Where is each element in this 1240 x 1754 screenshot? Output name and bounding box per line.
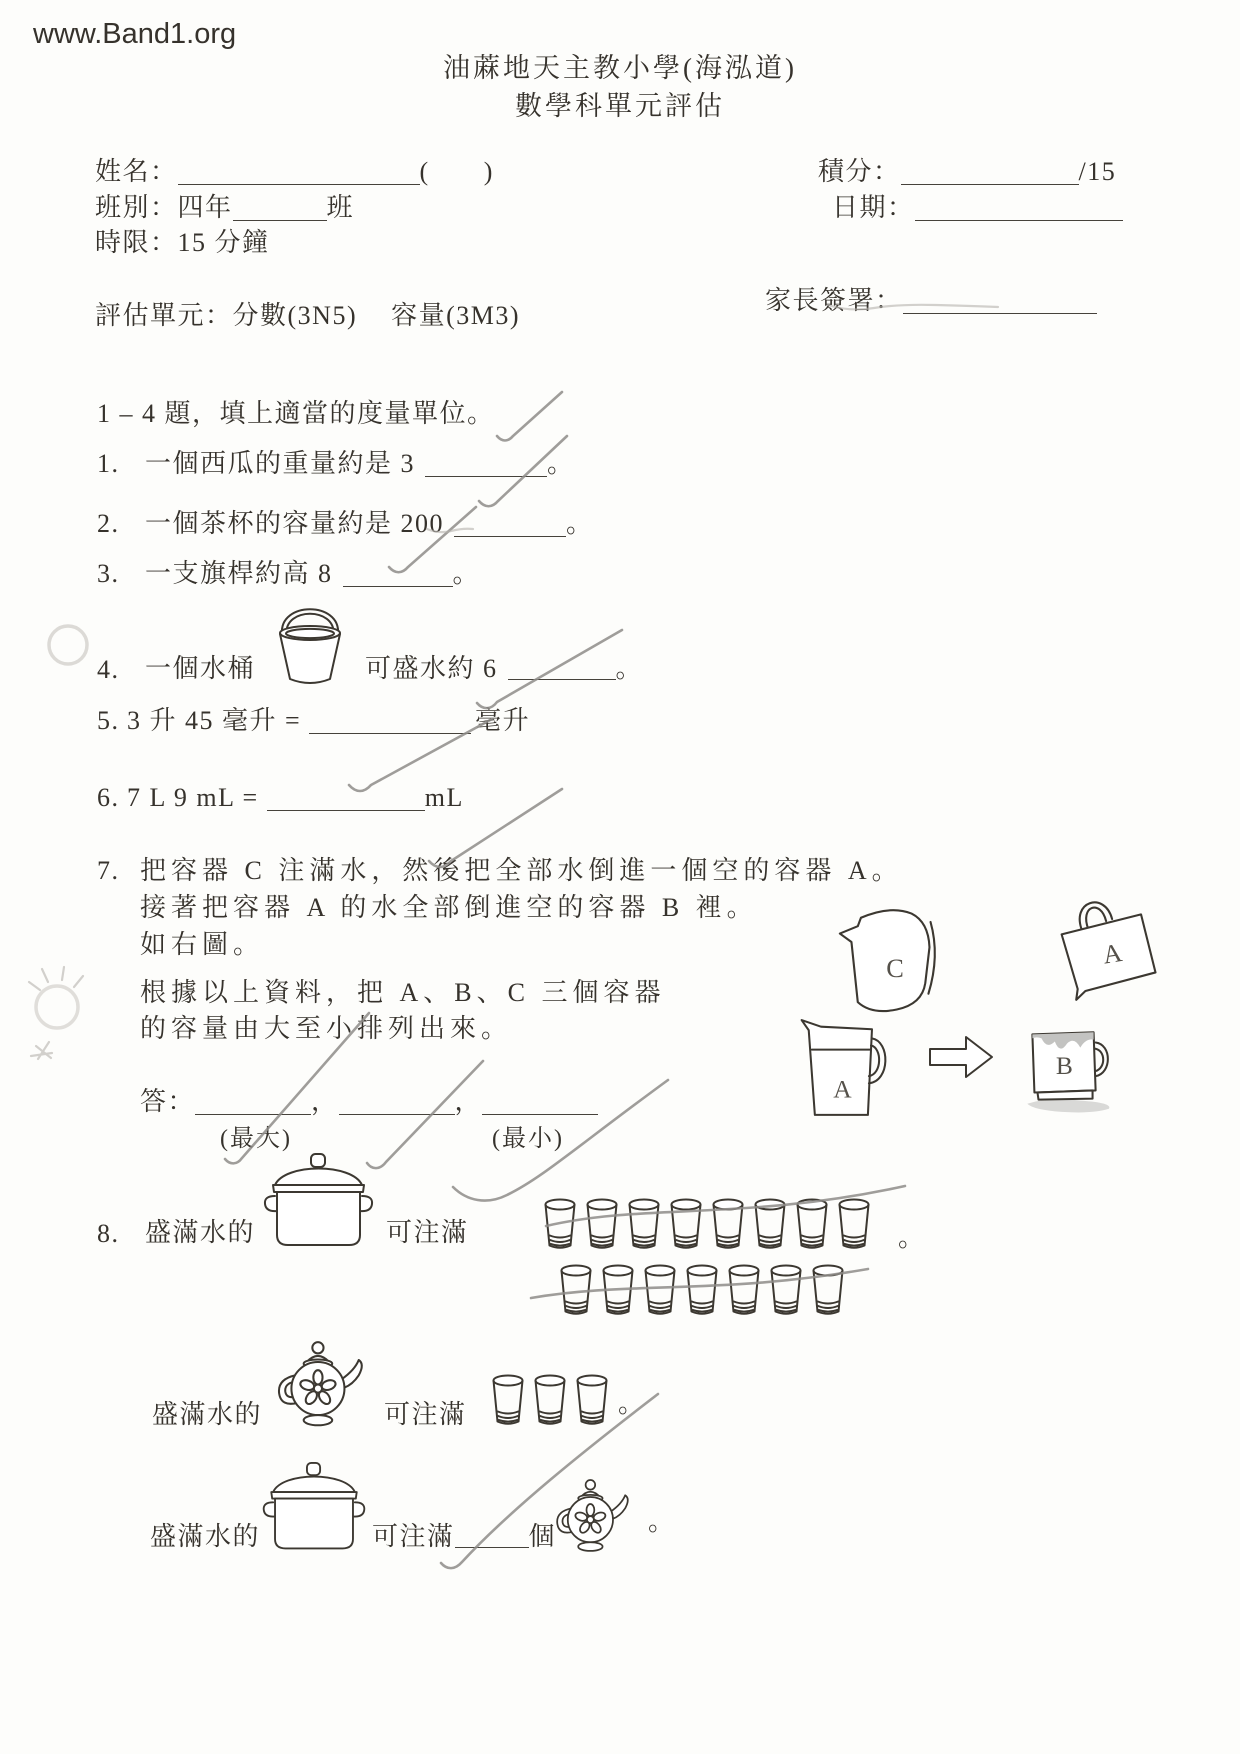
- cup-icon: [640, 1262, 680, 1318]
- pot-icon: [261, 1152, 376, 1252]
- q7-line1: 把容器 C 注滿水，然後把全部水倒進一個空的容器 A。: [140, 856, 903, 885]
- q7-line2: 接著把容器 A 的水全部倒進空的容器 B 裡。: [140, 893, 758, 922]
- q6-text: 7 L 9 mL =: [127, 783, 259, 812]
- question-8-part2: [152, 1334, 467, 1434]
- question-8-part3: [150, 1456, 556, 1556]
- q8-period-1: 。: [898, 1223, 926, 1252]
- score-row: [818, 156, 1116, 189]
- q8-can-fill-1: 可注滿: [386, 1218, 469, 1247]
- name-blank[interactable]: [178, 158, 420, 185]
- arrow-right-icon: [928, 1032, 994, 1082]
- container-c-label: C: [886, 953, 904, 983]
- cup-icon: [488, 1372, 528, 1428]
- q7-comma-2: ，: [454, 1087, 483, 1116]
- q7-smallest-label: (最小): [492, 1126, 564, 1152]
- q5-text: 3 升 45 毫升 =: [127, 706, 302, 735]
- cup-icon: [666, 1196, 706, 1252]
- q7-line5: 的容量由大至小排列出來。: [140, 1014, 513, 1043]
- cup-icon: [540, 1196, 580, 1252]
- question-1: [97, 448, 575, 481]
- unit-2: 容量(3M3): [391, 301, 521, 330]
- cup-icon: [792, 1196, 832, 1252]
- container-a-label: A: [1100, 937, 1124, 970]
- time-value: 15 分鐘: [177, 228, 270, 257]
- q4-period: 。: [615, 654, 644, 683]
- parent-signature-row: [765, 285, 1097, 318]
- q7-number-row: [97, 855, 120, 888]
- parent-sign-blank[interactable]: [903, 287, 1097, 314]
- cup-icon: [572, 1372, 612, 1428]
- cup-icon: [624, 1196, 664, 1252]
- q8-can-fill-3: 可注滿: [372, 1522, 455, 1551]
- q3-number: 3.: [97, 559, 120, 588]
- cup-row-1: [540, 1196, 874, 1252]
- q1-answer-blank[interactable]: [425, 450, 547, 477]
- cup-icon: [582, 1196, 622, 1252]
- mug-b-label: B: [1055, 1051, 1073, 1081]
- cup-icon: [834, 1196, 874, 1252]
- q6-unit: mL: [424, 783, 464, 812]
- q7-line3: 如右圖。: [140, 930, 265, 959]
- q6-answer-blank[interactable]: [267, 784, 425, 811]
- class-suffix: 班: [326, 193, 355, 222]
- cup-icon: [598, 1262, 638, 1318]
- date-row: [832, 192, 1123, 225]
- q7-answer-blank-1[interactable]: [195, 1088, 311, 1115]
- q2-text: 一個茶杯的容量約是 200: [145, 509, 445, 538]
- q1-number: 1.: [97, 449, 120, 478]
- q3-period: 。: [452, 559, 481, 588]
- q4-pre-text: 一個水桶: [145, 654, 256, 683]
- q2-number: 2.: [97, 509, 120, 538]
- mug-b-overflowing: [1013, 1022, 1115, 1114]
- paren-open: (: [419, 157, 430, 186]
- name-row: [95, 156, 494, 189]
- school-name: 油蔴地天主教小學(海泓道): [443, 53, 797, 83]
- jug-a-label: A: [833, 1074, 852, 1104]
- q5-unit: 毫升: [475, 706, 531, 735]
- question-5: [97, 705, 530, 738]
- q2-answer-blank[interactable]: [454, 510, 566, 537]
- cup-icon: [724, 1262, 764, 1318]
- pot-icon-2: [260, 1460, 368, 1556]
- q3-text: 一支旗桿約高 8: [145, 559, 333, 588]
- q1-period: 。: [547, 449, 575, 478]
- cup-icon: [808, 1262, 848, 1318]
- assessment-unit-row: [95, 300, 520, 333]
- score-blank[interactable]: [901, 158, 1079, 185]
- class-year: 四年: [177, 193, 233, 222]
- score-denominator: /15: [1078, 157, 1117, 186]
- teapot-icon-2: [548, 1477, 638, 1557]
- pencil-scribbles: [427, 305, 998, 532]
- q4-answer-blank[interactable]: [508, 653, 616, 680]
- cup-row-2: [556, 1262, 848, 1318]
- q8-fill-label-2: 盛滿水的: [152, 1400, 263, 1429]
- doc-title: 數學科單元評估: [515, 91, 725, 121]
- q8-counter-3: 個: [528, 1522, 557, 1551]
- section-instruction: 1 – 4 題，填上適當的度量單位。: [97, 399, 495, 428]
- cup-icon: [530, 1372, 570, 1428]
- question-4: [97, 588, 643, 688]
- container-a-kettle: [1048, 888, 1163, 1003]
- q5-answer-blank[interactable]: [309, 707, 471, 734]
- class-blank[interactable]: [233, 194, 327, 221]
- name-label: 姓名：: [95, 157, 178, 186]
- q7-line4: 根據以上資料，把 A、B、C 三個容器: [140, 978, 666, 1007]
- q8-answer-blank-3[interactable]: [455, 1521, 529, 1548]
- time-limit-row: [95, 227, 270, 260]
- q3-answer-blank[interactable]: [343, 560, 453, 587]
- date-blank[interactable]: [915, 194, 1123, 221]
- class-label: 班別：: [95, 193, 178, 222]
- unit-label: 評估單元：: [95, 301, 233, 330]
- q4-post-text: 可盛水約 6: [365, 654, 498, 683]
- q6-number: 6.: [97, 783, 120, 812]
- paren-close: ): [483, 157, 494, 186]
- time-label: 時限：: [95, 228, 178, 257]
- bucket-icon: [269, 588, 351, 688]
- q8-can-fill-2: 可注滿: [384, 1400, 467, 1429]
- q5-number: 5.: [97, 706, 120, 735]
- date-label: 日期：: [832, 193, 915, 222]
- cup-row-3: [488, 1372, 612, 1428]
- question-6: [97, 782, 464, 815]
- q4-number: 4.: [97, 655, 120, 684]
- q7-comma-1: ，: [311, 1087, 339, 1116]
- site-watermark: www.Band1.org: [33, 18, 237, 50]
- jug-a-with-water: [800, 1018, 895, 1120]
- q7-number: 7.: [97, 856, 120, 885]
- q1-text: 一個西瓜的重量約是 3: [145, 449, 416, 478]
- q2-period: 。: [566, 509, 594, 538]
- q7-answer-row: [140, 1086, 598, 1119]
- q8-number: 8.: [97, 1219, 120, 1248]
- question-3: [97, 558, 480, 591]
- q7-answer-blank-3[interactable]: [482, 1088, 598, 1115]
- q8-fill-label-3: 盛滿水的: [150, 1522, 261, 1551]
- parent-sign-label: 家長簽署：: [765, 286, 903, 315]
- q7-largest-label: (最大): [220, 1126, 292, 1152]
- container-c-pitcher: [835, 903, 947, 1019]
- q8-period-3: 。: [648, 1507, 676, 1536]
- cup-icon: [766, 1262, 806, 1318]
- unit-1: 分數(3N5): [232, 301, 358, 330]
- cup-icon: [708, 1196, 748, 1252]
- question-2: [97, 508, 594, 541]
- q7-answer-blank-2[interactable]: [339, 1088, 455, 1115]
- score-label: 積分：: [818, 157, 901, 186]
- hole-punch-mark: [29, 626, 87, 1059]
- q8-fill-label-1: 盛滿水的: [145, 1218, 256, 1247]
- cup-icon: [556, 1262, 596, 1318]
- q8-period-2: 。: [618, 1389, 646, 1418]
- q7-answer-label: 答：: [140, 1087, 196, 1116]
- cup-icon: [750, 1196, 790, 1252]
- class-row: [95, 192, 354, 225]
- question-8-part1: [97, 1152, 469, 1252]
- teapot-icon: [270, 1337, 372, 1434]
- cup-icon: [682, 1262, 722, 1318]
